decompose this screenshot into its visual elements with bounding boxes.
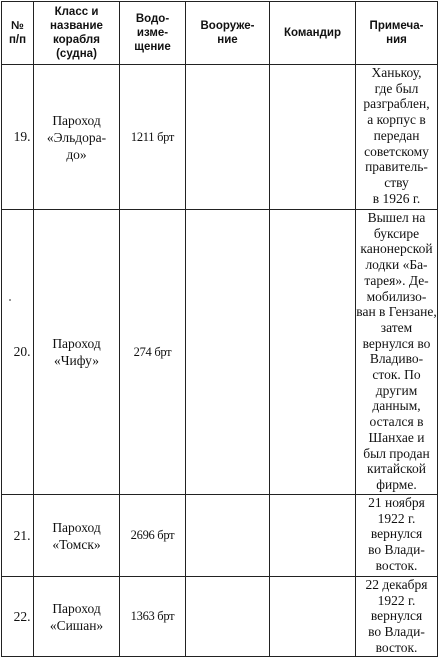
note-line: лодки «Ба- [365,257,428,273]
notes-cell [356,65,438,210]
note-line: восток. [375,639,418,655]
displacement: 2696 брт [120,495,186,577]
header-line: изме- [136,27,169,39]
header-commander [270,2,356,65]
ship-name-line: Пароход [52,112,101,128]
armament-cell [186,210,270,495]
note-line: разграблен, [363,96,430,112]
displacement: 1211 брт [120,65,186,210]
ship-name-line: Пароход [52,600,101,616]
row-number: 22. [2,577,34,657]
note-line: 21 ноября [368,495,425,510]
ship-name [34,65,120,210]
ship-name [34,210,120,495]
header-line: ния [386,34,407,46]
note-line: советскому [364,143,429,159]
armament-cell [186,577,270,657]
header-row [2,2,438,65]
ship-name [34,495,120,577]
header-notes [356,2,438,65]
header-line: п/п [8,34,27,46]
commander-cell [270,210,356,495]
header-displacement [120,2,186,65]
note-line: Вышел на [367,210,426,225]
note-line: остался в [369,414,424,430]
header-armament [186,2,270,65]
note-line: фирме. [376,476,417,492]
note-line: правитель- [365,159,428,175]
notes-cell [356,577,438,657]
note-line: Шанхае и [368,429,425,445]
notes-cell [356,495,438,577]
note-line: был продан [363,445,430,461]
ship-name-line: до» [66,146,87,162]
commander-cell [270,65,356,210]
header-number [2,2,34,65]
note-line: восток. [375,557,418,573]
header-line: ние [217,34,238,46]
displacement: 274 брт [120,210,186,495]
note-line: затем [380,319,413,335]
note-line: тарея». Де- [364,272,429,288]
note-line: сток. По [372,367,421,383]
note-line: Ханькоу, [371,65,422,80]
header-line: щение [134,41,171,53]
header-line: (судна) [56,48,97,60]
note-line: ству [384,174,409,190]
ship-name-line: Пароход [52,336,101,351]
header-line: Водо- [135,13,170,25]
commander-cell [270,577,356,657]
table-row [2,577,438,657]
note-line: Владиво- [369,351,424,367]
scan-speck [9,299,11,301]
ship-name-line: «Сишан» [49,617,104,633]
header-ship-name [34,2,120,65]
commander-cell [270,495,356,577]
note-line: 22 декабря [365,577,428,592]
header-line: Примеча- [369,20,424,32]
table-row [2,210,438,495]
header-line: № [11,20,24,32]
header-line: Командир [284,27,341,39]
displacement: 1363 брт [120,577,186,657]
note-line: данным, [372,398,421,414]
header-line: Класс и [54,6,99,18]
note-line: вернулся [370,526,423,542]
note-line: китайской [367,461,426,477]
note-line: другим [375,382,418,398]
header-line: корабля [53,34,100,46]
note-line: вернулся во [362,335,431,351]
armament-cell [186,495,270,577]
table-row [2,65,438,210]
note-line: 1922 г. [377,592,416,608]
header-line: Вооруже- [200,20,255,32]
note-line: во Влади- [368,542,425,558]
table-row [2,495,438,577]
row-number: 20. [2,210,34,495]
note-line: 1922 г. [377,510,416,526]
note-line: вернулся [370,608,423,624]
notes-cell [356,210,438,495]
note-line: где был [374,80,419,96]
note-line: мобилизо- [366,288,427,304]
ship-name-line: «Эльдора- [46,129,107,145]
row-number: 19. [2,65,34,210]
ship-name-line: Пароход [52,519,101,535]
note-line: передан [373,127,420,143]
ship-name-line: «Томск» [52,536,101,552]
row-number: 21. [2,495,34,577]
note-line: а корпус в [367,112,426,128]
ship-name [34,577,120,657]
note-line: канонерской [360,241,433,257]
note-line: ван в Гензане, [356,304,437,320]
note-line: в 1926 г. [372,190,421,206]
ships-table [1,1,438,657]
header-line: название [50,20,103,32]
note-line: во Влади- [368,624,425,640]
note-line: буксире [373,225,420,241]
armament-cell [186,65,270,210]
ship-name-line: «Чифу» [54,353,99,368]
